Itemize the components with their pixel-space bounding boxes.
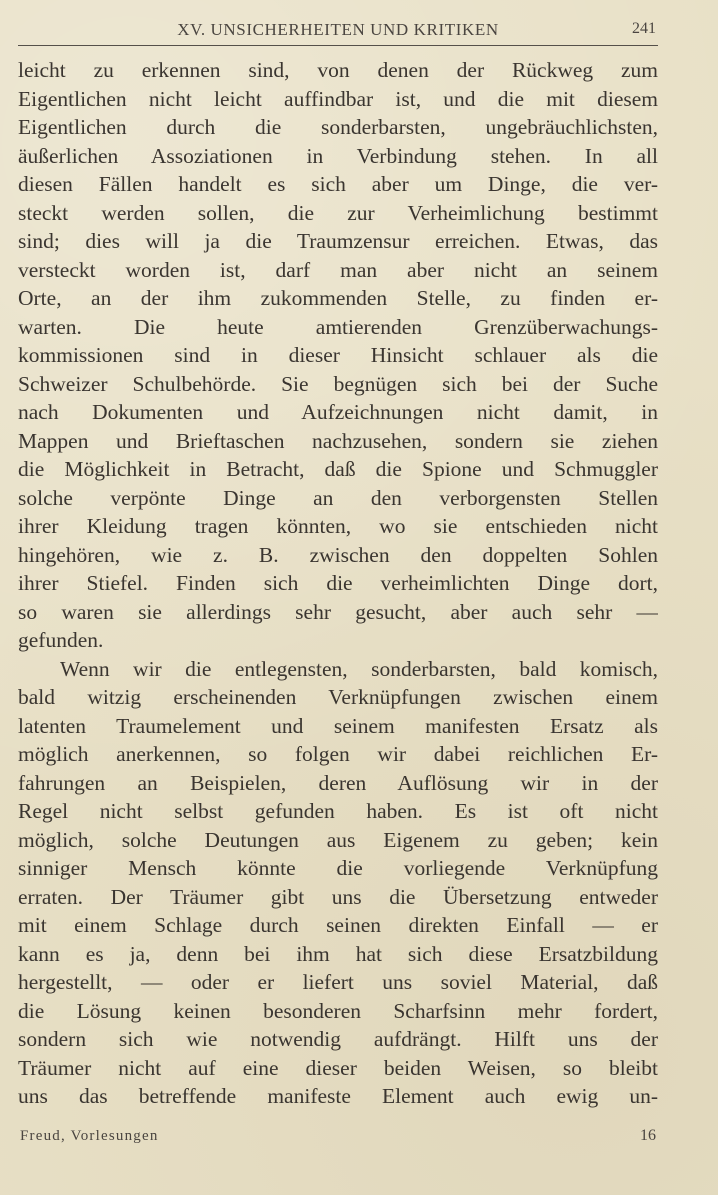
- text-line: latenten Traumelement und seinem manifesten Ersatz als: [18, 713, 658, 738]
- text-line: ihrer Stiefel. Finden sich die verheimlichten Dinge dort,: [18, 571, 658, 595]
- text-line: steckt werden sollen, die zur Verheimlichung bestimmt: [18, 200, 658, 225]
- text-line: versteckt worden ist, darf man aber nicht an seinem: [18, 257, 658, 282]
- page-number: 241: [632, 20, 656, 37]
- signature-mark: Freud, Vorlesungen: [20, 1128, 159, 1144]
- text-line: Wenn wir die entlegensten, sonderbarsten, bald komisch,: [60, 656, 658, 681]
- text-line: Eigentlichen nicht leicht auffindbar ist, und die mit diesem: [18, 86, 658, 111]
- text-line: Schweizer Schulbehörde. Sie begnügen sich bei der Suche: [18, 371, 658, 396]
- text-line: kommissionen sind in dieser Hinsicht schlauer als die: [18, 343, 658, 367]
- text-line: Träumer nicht auf eine dieser beiden Weisen, so bleibt: [18, 1055, 658, 1080]
- text-line: Eigentlichen durch die sonderbarsten, ungebräuchlichsten,: [18, 115, 658, 139]
- text-line: diesen Fällen handelt es sich aber um Dinge, die ver-: [18, 172, 658, 196]
- text-line: sinniger Mensch könnte die vorliegende Verknüpfung: [18, 856, 658, 880]
- text-line: äußerlichen Assoziationen in Verbindung stehen. In all: [18, 143, 658, 168]
- text-line: möglich, solche Deutungen aus Eigenem zu geben; kein: [18, 827, 658, 852]
- running-head: [18, 19, 658, 46]
- text-line: gefunden.: [18, 628, 104, 652]
- text-line: Mappen und Brieftaschen nachzusehen, sondern sie ziehen: [18, 428, 658, 453]
- text-line: uns das betreffende manifeste Element auch ewig un-: [18, 1084, 658, 1108]
- text-line: mit einem Schlage durch seinen direkten Einfall — er: [18, 913, 658, 937]
- text-line: sind; dies will ja die Traumzensur erreichen. Etwas, das: [18, 229, 658, 253]
- text-line: nach Dokumenten und Aufzeichnungen nicht damit, in: [18, 400, 658, 424]
- sheet-number: 16: [640, 1127, 656, 1144]
- text-line: solche verpönte Dinge an den verborgensten Stellen: [18, 485, 658, 510]
- text-line: ihrer Kleidung tragen könnten, wo sie entschieden nicht: [18, 514, 658, 538]
- body-text: [18, 56, 658, 1111]
- text-line: hingehören, wie z. B. zwischen den doppelten Sohlen: [18, 542, 658, 567]
- text-line: erraten. Der Träumer gibt uns die Übersetzung entweder: [18, 884, 658, 909]
- text-line: leicht zu erkennen sind, von denen der Rückweg zum: [18, 58, 658, 82]
- text-line: die Lösung keinen besonderen Scharfsinn mehr fordert,: [18, 998, 658, 1023]
- text-line: warten. Die heute amtierenden Grenzüberwachungs-: [18, 314, 658, 339]
- text-line: möglich anerkennen, so folgen wir dabei reichlichen Er-: [18, 742, 658, 766]
- text-line: hergestellt, — oder er liefert uns soviel Material, daß: [18, 970, 658, 994]
- text-line: sondern sich wie notwendig aufdrängt. Hilft uns der: [18, 1027, 658, 1051]
- text-line: fahrungen an Beispielen, deren Auflösung wir in der: [18, 770, 658, 795]
- text-line: kann es ja, denn bei ihm hat sich diese Ersatzbildung: [18, 941, 658, 966]
- text-line: Regel nicht selbst gefunden haben. Es ist oft nicht: [18, 799, 658, 823]
- text-line: bald witzig erscheinenden Verknüpfungen zwischen einem: [18, 685, 658, 709]
- text-line: so waren sie allerdings sehr gesucht, aber auch sehr —: [18, 599, 658, 624]
- text-line: Orte, an der ihm zukommenden Stelle, zu finden er-: [18, 286, 658, 310]
- chapter-title: XV. UNSICHERHEITEN UND KRITIKEN: [177, 20, 499, 39]
- text-line: die Möglichkeit in Betracht, daß die Spione und Schmuggler: [18, 457, 658, 481]
